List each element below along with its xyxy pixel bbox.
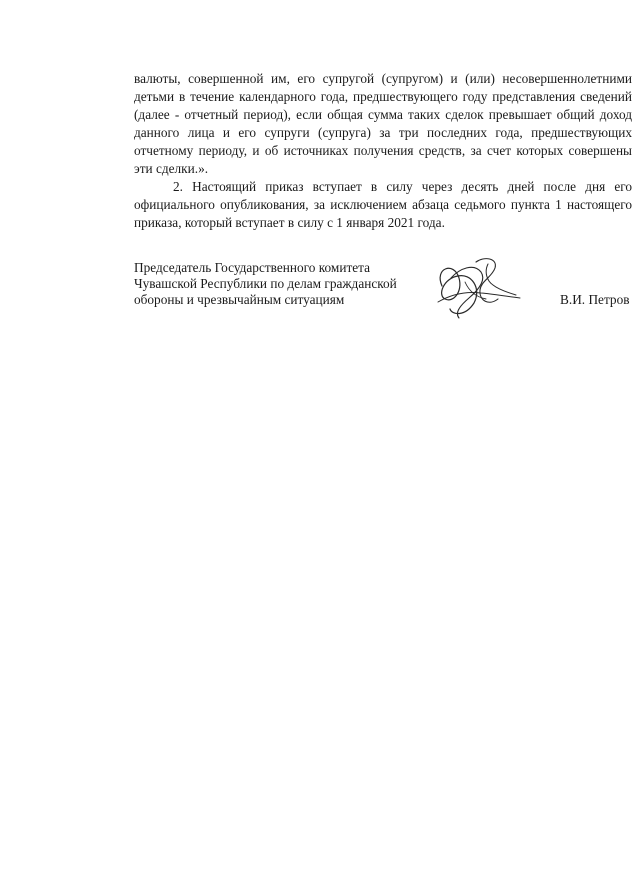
paragraph-line: детьми в течение календарного года, предшествующего году представления сведений [134, 89, 632, 104]
paragraph-line: (далее - отчетный период), если общая сумма таких сделок превышает общий доход [134, 107, 632, 122]
paragraph-line: 2. Настоящий приказ вступает в силу через десять дней после дня его [173, 179, 632, 194]
paragraph-line: приказа, который вступает в силу с 1 января 2021 года. [134, 215, 445, 230]
paragraph-line: эти сделки.». [134, 161, 209, 176]
signer-name: В.И. Петров [560, 292, 630, 307]
paragraph-line: валюты, совершенной им, его супругой (супругом) и (или) несовершеннолетними [134, 71, 632, 86]
paragraph-line: данного лица и его супруги (супруга) за три последних года, предшествующих [134, 125, 632, 140]
paragraph-line: официального опубликования, за исключением абзаца седьмого пункта 1 настоящего [134, 197, 632, 212]
signer-position-line: Председатель Государственного комитета [134, 260, 371, 275]
signer-position-line: обороны и чрезвычайным ситуациям [134, 292, 345, 307]
signer-position-line: Чувашской Республики по делам гражданской [134, 276, 397, 291]
paragraph-line: отчетному периоду, и об источниках получения средств, за счет которых совершены [134, 143, 632, 158]
handwritten-signature [426, 254, 522, 326]
